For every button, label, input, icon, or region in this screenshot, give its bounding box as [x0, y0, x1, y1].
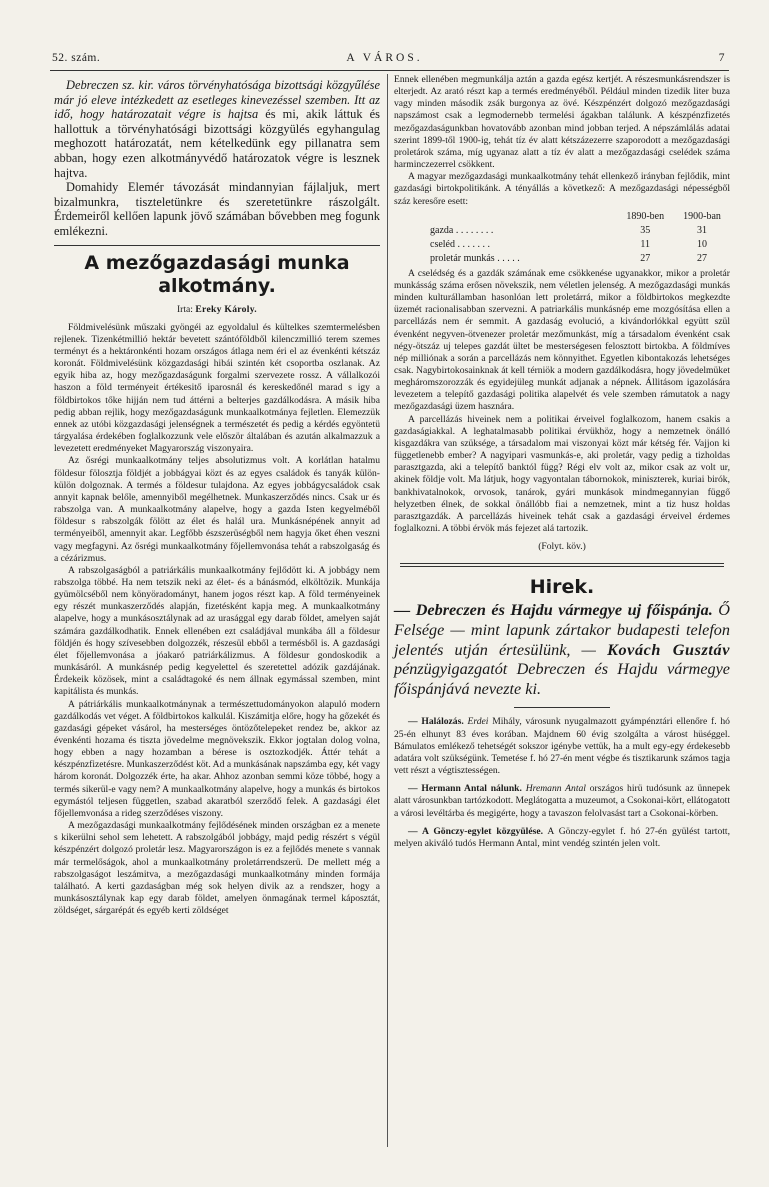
article-title: A mezőgazdasági munka alkotmány. — [84, 251, 350, 297]
news-item-name: Erdei — [467, 716, 489, 728]
headline-text: Ő Felsége — mint lapunk zártakor budapesti telefon jelentés utján értesülünk, — — [394, 601, 730, 659]
news-item — [394, 716, 730, 777]
article-paragraph: Az ősrégi munkaalkotmány teljes absolutizmus volt. A korlátlan hatalmu földesur fölosztja földjét a jobbágyai közt és az egyes családok és tanyák külön-külön dolgoznak. A termés a földesur tulajdona. Az egyes jobbágycsaládok csak annyit kapnak belőle, amennyiből megélhetnek. Munkaszerződés nincs. Csak ur és rabszolga van. A munkaalkotmány alapelve, hogy a gazda Isten kegyelméből földesur s rabszolgák fölött az élet és halál ura. Munkásnépének annyit ad terményeiből, amennyit akar. Legfőbb észszerüségből nem hagyja őket éhen veszni vagy megfagyni. Az ősrégi munkaalkotmány főjellemvonása tehát a rabszolgaság és a cézárizmus. — [54, 455, 380, 564]
statistics-table — [394, 210, 730, 266]
article-paragraph: A parcellázás hiveinek nem a politikai érveivel foglalkozom, hanem csakis a gazdaságiakkal. A leghatalmasabb politikai érvükhöz, hogy a nemzetnek önálló kisgazdákra van szüksége, a társadalom mai viszonyai közt már kétség fér. Vajjon ki függetlenebb ember? A nagyipari vasmunkás-e, aki proletár, vagy pedig a tizholdas parasztgazda, aki a telepítő banktól függ? Régi elv volt az, mikor csak az volt ur, akinek földje volt. Ma látjuk, hogy vagyontalan tábornokok, miniszterek, kuriai birók, bankhivatalnokok, orvosok, tanárok, gyári munkások mindmegannyian függő helyzetben élnek, de sokkal önállóbb fiai a nemzetnek, mint a tiz husz holdas parasztgazdák. A parcellázás hiveinek tehát csak a gazdasági érveivel érdemes foglalkozni. A többi érvök más fejezet alá tartozik. — [394, 413, 730, 534]
page-header — [38, 52, 731, 68]
news-item-name: Hremann Antal — [525, 783, 586, 795]
lead-italic-text: Debreczen sz. kir. város törvényhatósága bizottsági közgyűlése már jó eleve intézkedett az esetleges kinevezéssel szemben. Itt az idő, hogy határozatait végre is hajtsa — [54, 78, 380, 122]
table-cell: 35 — [640, 224, 651, 236]
short-rule — [514, 707, 610, 708]
article-paragraph: A cselédség és a gazdák számának eme csökkenése ugyanakkor, mikor a proletár munkásság száma erősen növekszik, nem véletlen jelenség. A mezőgazdasági munkás minden kulturállamban hasonlóan lett proletárrá, mikor a földbirtokos megkezdte üzemét racionalisabban szervezni. A patriarkális munkásnép eme mozgósítása ellen a parcellázás nem ér semmit. A gazdaság evolució, a kivándorlókkal együtt szül évenként negyven-ötvenezer proletár mezőmunkást, míg a társadalom évenként csak négy-ötszáz uj telepes gazdát ültet be mesterségesen felosztott birtokba. A földmíves nép milliónak a során a parcellázás nem könnyithet. Egyetlen kibontakozás lehetséges csak. Nagybirtokosainknak át kell térniök a modern gazdálkodásra, hogy jövedelmüket megháromszorozzák és egyidejüleg munkát adjanak a népnek. Állitásom igazolására levezetem a telepítő gazdasági politika alapelvét és vele szemben rámutatok a nagy mezőgazdasági üzem hasznára. — [394, 267, 730, 413]
news-item — [394, 783, 730, 819]
header-rule — [50, 70, 729, 71]
news-item — [394, 826, 730, 850]
article-paragraph: A rabszolgaságból a patriárkális munkaalkotmány fejlődött ki. A jobbágy nem rabszolga többé. Ha nem tetszik neki az élet- és a bánásmód, elköltözik. Munkája gyümölcséből nem könyöradományt, hanem jogos részt kap. A föld terményeinek egy részét munkaszerződés alapján, fizetésként kapja meg. A munkaalkotmány alapelve, hogy a munkásosztálynak ad az urasággal egy darab földet, amelyen saját számára gazdálkodhatik. Ennek ellenében ezt családjával munkába áll a földesur földjén és hogy szívesebben dolgozzék, részesül ebből a termésből is. A gazdasági élet főjellemvonása a jóakaró patriárkálizmus. A földesur gondoskodik a munkásáról. A munkásnép pedig kegyelettel és szeretettel adózik gazdájának. Érdekeik közösek, mint a családtagoké és nem állnak egymással szemben, mint kapitálista és munkás. — [54, 564, 380, 698]
lead-article — [54, 78, 380, 239]
article-paragraph: A pátriárkális munkaalkotmánynak a természettudományokon alapuló modern gazdálkodás vet véget. A földbirtokos kalkulál. Kiszámitja előre, hogy ha gőzekét és gazdasági gépeket vásárol, ha mesterséges öntözőtelepeket rendez be, akkor az évenkénti hozama és tiszta jövedelme megnövekszik. Ekkor jogtalan dolog volna, hogy ebben a nagy hozamban a bérese is osztozkodjék. Áttér tehát a készpénzfizetésre. Munkaszerződést köt. Ad a munkásának napszámba egy, két vagy három koronát. Dolgozzék érte, ha akar. Ahhoz azonban semmi köze többé, hogy a termés sikerül-e vagy nem? A munkaalkotmány alapelve, hogy a munkás és birtokos egymástól teljesen független, szabad akaratból szerződő felek. A gazdasági élet főjellemvonása a rideg szerződéses viszony. — [54, 698, 380, 819]
table-cell: 31 — [697, 224, 708, 236]
table-cell: 10 — [697, 238, 708, 250]
news-section-title: Hirek. — [529, 576, 595, 599]
table-cell: 27 — [697, 252, 708, 264]
section-double-rule — [400, 563, 724, 567]
table-cell: 11 — [640, 238, 651, 250]
table-row — [394, 238, 730, 252]
table-header: 1900-ban — [683, 210, 721, 222]
table-row-label: proletár munkás . . . . . — [430, 252, 520, 264]
news-item-lead: — A Gönczy-egylet közgyülése. — [408, 825, 543, 837]
table-header: 1890-ben — [626, 210, 665, 222]
page-number: 7 — [718, 52, 725, 64]
news-item-lead: — Halálozás. — [408, 716, 464, 728]
section-rule — [54, 245, 380, 246]
table-header-row — [394, 210, 730, 224]
headline-name: Kovách Gusztáv — [607, 640, 731, 659]
news-item-text: A Gönczy-egylet f. hó 27-én gyülést tartott, melyen akiváló tudós Hermann Antal, mint vendég szintén jelen volt. — [394, 825, 730, 849]
table-cell: 27 — [640, 252, 651, 264]
headline-text-end: pénzügyigazgatót Debreczen és Hajdu vármegye főispánjává nevezte ki. — [394, 660, 730, 698]
headline-title: — Debreczen és Hajdu vármegye uj főispánja. — [394, 601, 713, 620]
article-paragraph: A mezőgazdasági munkaalkotmány fejlődésének minden országban ez a menete s kikerülni sehol sem lehetett. A rabszolgából jobbágy, majd pedig részért s végül készpénzért dolgozó proletár lesz. Magyarországon is ez a fejlődés menete s vannak már termelőságok, ahol a munkaalkotmány proletárrendszerü. De mellett még a rabszolgaságot leszámitva, a mezőgazdasági munkaalkotmány minden formája található. A kerti gazdaságban még sok helyen divik az a rendszer, hogy a munkásosztálynak kap egy darab földet, amelyen önmagának termel káposztát, zöldséget, sárgarépát és egyéb kerti zöldséget — [54, 820, 380, 917]
lead-text: és mi, akik láttuk és hallottuk a törvényhatósági bizottsági közgyülés egyhangulag meghozott határozatát, nem kételkedünk egy pillanatra sem abban, hogy ezen alkotmányvédő határozatok végre is lesznek hajtva. — [54, 107, 380, 180]
left-column — [54, 78, 380, 917]
issue-number: 52. szám. — [52, 52, 101, 64]
table-row-label: gazda . . . . . . . . — [430, 224, 494, 236]
article-paragraph: Földmivelésünk műszaki gyöngéi az egyoldalul és kültelkes szemtermelésben rejlenek. Tizenkétmillió hektár bevetett szántóföldből kilenczmillió terem szemes terményt és a hektáronkénti hozam országos átlaga nem éri el az évenkénti kétszáz koronát. Földmivelésünk közgazdasági hibái szintén két csoportba oszlanak. Az egyik hiba az, hogy mezőgazdaságunk forgalmi szervezete rossz. A vállalkozói haszon a föld terményeit értékesitő iparosnál és kereskedőnél marad s igy a földbirtokos tőke hijján nem tud áttérni a belterjes gazdálkodásra. A másik hiba pedig abban rejlik, hogy mezőgazdaságunk munkaalkotmánya fejletlen. Elemezzük ennek az utóbi közgazdasági jelenségnek a természetét és pedig a kérdés egyöntetü tárgyalása érdekében foglalkozzunk vele először általában és azután alkalmazzuk a levezetett eredményeket Magyarország viszonyaira. — [54, 321, 380, 455]
news-headline — [394, 601, 730, 699]
column-rule — [387, 74, 388, 1147]
table-row — [394, 252, 730, 266]
news-item-text: országos hirü tudósunk az ünnepek alatt városunkban tartózkodott. Meglátogatta a muzeumot, a Csokonai-kört, ellátogatott a városi levéltárba és megigérte, hogy a tavaszon felolvasást tart a Csokonai-körben. — [394, 783, 730, 819]
right-column — [394, 74, 730, 850]
article-paragraph: Ennek ellenében megmunkálja aztán a gazda egész kertjét. A részesmunkásrendszer is elterjedt. Az arató részt kap a termés eredményéből. Például minden tizedik liter buza vagy minden második zsák burgonya az övé. Készpénzért dolgozó mezőgazdasági napszámost csak a legmodernebb termelési ágakban találunk. A készpénzfizetés mezőgazdaságunkban hovatovább azonban mind jobban terjed. A népszámlálás adatai szerint 1899-től 1900-ig, tehát tíz év alatt kétszázezerre szaporodott a mezőgazdasági proletárok száma, míg ugyanaz alatt a tíz év alatt a mezőgazdasági cselédek száma harminczezerrel csökkent. — [394, 74, 730, 171]
newspaper-title: A VÁROS. — [346, 52, 423, 64]
lead-paragraph-2: Domahidy Elemér távozását mindannyian fájlaljuk, mert bizalmunkra, tiszteletünkre és szeretetünkre rászolgált. Érdemeiről kellően lapunk jövő számában bővebben meg fogunk emlékezni. — [54, 180, 380, 238]
news-item-lead: — Hermann Antal nálunk. — [408, 783, 522, 795]
table-row-label: cseléd . . . . . . . — [430, 238, 490, 250]
news-item-text: Mihály, városunk nyugalmazott gyámpénztári ellenőre f. hó 25-én elhunyt 83 éves korában. Majdnem 60 évig szolgálta a várost hüséggel. Bámulatos emlékező tehetségét sokszor igénybe vettük, ha a mult egy-egy érdekesebb adatára volt szükségünk. Temetése f. hó 27-én ment végbe és tisztikarunk számos tagja vett részt a végtisztességen. — [394, 716, 730, 777]
lead-paragraph — [54, 78, 380, 180]
table-row — [394, 224, 730, 238]
author-prefix: Irta: — [176, 303, 193, 315]
author-name: Ereky Károly. — [195, 303, 258, 315]
article-author — [54, 304, 380, 316]
continued-note: (Folyt. köv.) — [538, 541, 586, 553]
article-paragraph: A magyar mezőgazdasági munkaalkotmány tehát ellenkező irányban fejlődik, mint gazdasági birtokpolitikánk. A tényállás a következő: A mezőgazdasági népességből száz keresőre esett: — [394, 171, 730, 207]
